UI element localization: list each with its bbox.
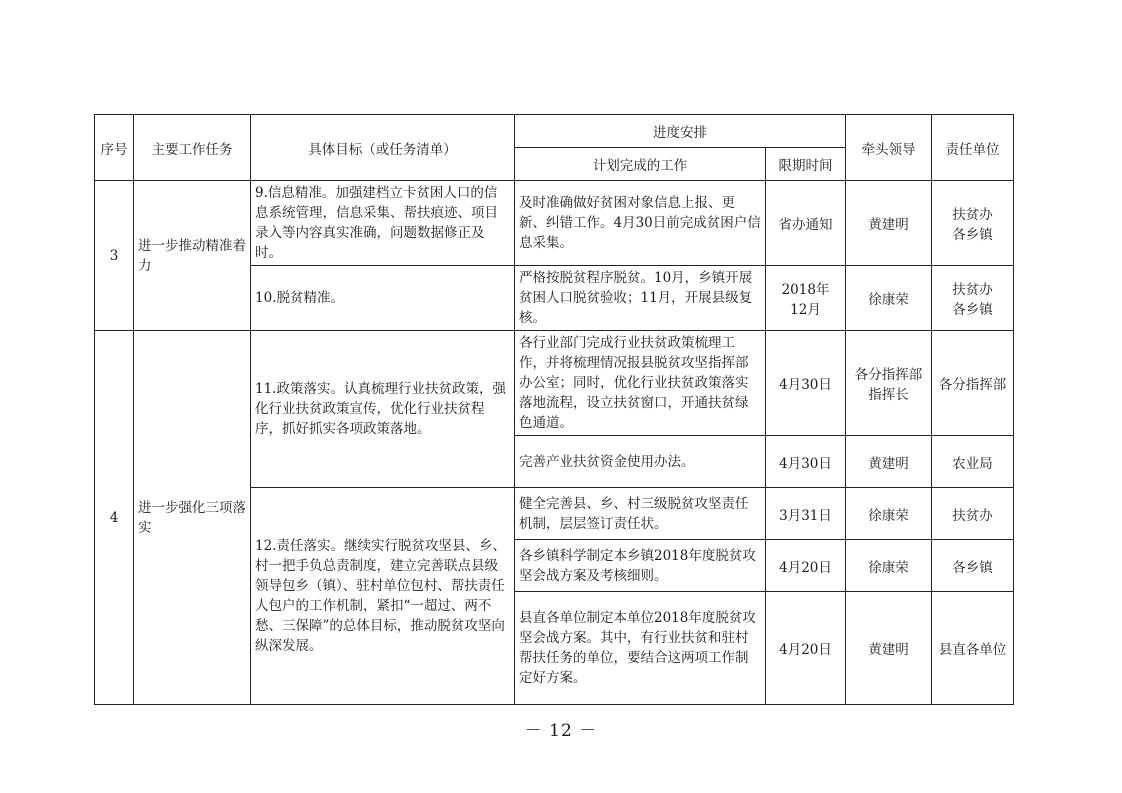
header-seq: 序号 [95, 115, 134, 181]
planned-work-cell: 严格按脱贫程序脱贫。10月，乡镇开展贫困人口脱贫验收；11月，开展县级复核。 [515, 266, 766, 331]
unit-cell-line: 扶贫办 [952, 507, 993, 524]
leader-cell-line: 指挥长 [868, 387, 909, 403]
unit-cell-line: 各乡镇 [952, 559, 993, 576]
leader-cell [846, 592, 932, 705]
table-header [95, 115, 1014, 181]
deadline-cell-line: 4月30日 [779, 455, 832, 472]
target-cell: 11.政策落实。认真梳理行业扶贫政策，强化行业扶贫政策宣传，优化行业扶贫程序，抓好抓实各项政策落地。 [251, 331, 515, 488]
leader-cell-line: 黄建明 [868, 642, 909, 658]
deadline-cell [766, 436, 846, 488]
unit-cell [932, 592, 1014, 705]
leader-cell [846, 436, 932, 488]
deadline-cell-line: 12月 [790, 302, 821, 318]
deadline-cell-line: 3月31日 [779, 507, 832, 524]
deadline-cell [766, 181, 846, 266]
header-unit: 责任单位 [932, 115, 1014, 181]
work-plan-table [94, 114, 1014, 705]
planned-work-cell: 各乡镇科学制定本乡镇2018年度脱贫攻坚会战方案及考核细则。 [515, 540, 766, 592]
deadline-cell-line: 2018年 [781, 282, 830, 298]
deadline-cell [766, 331, 846, 436]
planned-work-cell: 各行业部门完成行业扶贫政策梳理工作，并将梳理情况报县脱贫攻坚指挥部办公室；同时，优化行业扶贫政策落实落地流程，设立扶贫窗口，开通扶贫绿色通道。 [515, 331, 766, 436]
unit-cell [932, 488, 1014, 540]
table-row [95, 331, 1014, 436]
table-row [95, 181, 1014, 266]
leader-cell-line: 徐康荣 [868, 292, 909, 308]
leader-cell-line: 黄建明 [868, 217, 909, 233]
seq-cell: 4 [95, 331, 134, 705]
header-target: 具体目标（或任务清单） [251, 115, 515, 181]
target-cell: 12.责任落实。继续实行脱贫攻坚县、乡、村一把手负总责制度，建立完善联点县级领导包乡（镇）、驻村单位包村、帮扶责任人包户的工作机制，紧扣“一超过、两不愁、三保障”的总体目标，推动脱贫攻坚向纵深发展。 [251, 488, 515, 705]
leader-cell [846, 331, 932, 436]
planned-work-cell: 及时准确做好贫困对象信息上报、更新、纠错工作。4月30日前完成贫困户信息采集。 [515, 181, 766, 266]
seq-cell: 3 [95, 181, 134, 331]
main-task-cell: 进一步强化三项落实 [134, 331, 251, 705]
header-deadline: 限期时间 [766, 148, 846, 181]
deadline-cell-line: 4月20日 [779, 642, 832, 658]
deadline-cell [766, 592, 846, 705]
deadline-cell-line: 省办通知 [778, 217, 833, 233]
leader-cell [846, 488, 932, 540]
leader-cell-line: 各分指挥部 [854, 367, 923, 383]
planned-work-cell: 县直各单位制定本单位2018年度脱贫攻坚会战方案。其中，有行业扶贫和驻村帮扶任务的单位，要结合这两项工作制定好方案。 [515, 592, 766, 705]
unit-cell-line: 各分指挥部 [938, 377, 1007, 393]
unit-cell-line: 各乡镇 [952, 227, 993, 243]
unit-cell-line: 扶贫办 [952, 207, 993, 223]
unit-cell [932, 540, 1014, 592]
unit-cell-line: 扶贫办 [952, 282, 993, 298]
deadline-cell [766, 540, 846, 592]
page-number: － 12 － [524, 721, 598, 741]
header-main-task: 主要工作任务 [134, 115, 251, 181]
leader-cell-line: 徐康荣 [868, 507, 909, 524]
leader-cell-line: 徐康荣 [868, 559, 909, 576]
header-planned-work: 计划完成的工作 [515, 148, 766, 181]
deadline-cell-line: 4月20日 [779, 559, 832, 576]
unit-cell-line: 县直各单位 [938, 642, 1007, 658]
unit-cell [932, 266, 1014, 331]
unit-cell [932, 181, 1014, 266]
unit-cell [932, 331, 1014, 436]
planned-work-cell: 完善产业扶贫资金使用办法。 [515, 436, 766, 488]
deadline-cell-line: 4月30日 [779, 377, 832, 393]
leader-cell [846, 540, 932, 592]
header-schedule: 进度安排 [515, 115, 846, 148]
deadline-cell [766, 266, 846, 331]
target-cell: 9.信息精准。加强建档立卡贫困人口的信息系统管理，信息采集、帮扶痕迹、项目录入等内容真实准确，问题数据修正及时。 [251, 181, 515, 266]
main-task-cell: 进一步推动精准着力 [134, 181, 251, 331]
target-cell: 10.脱贫精准。 [251, 266, 515, 331]
unit-cell-line: 农业局 [952, 455, 993, 472]
planned-work-cell: 健全完善县、乡、村三级脱贫攻坚责任机制，层层签订责任状。 [515, 488, 766, 540]
table-body [95, 181, 1014, 705]
header-leader: 牵头领导 [846, 115, 932, 181]
unit-cell-line: 各乡镇 [952, 302, 993, 318]
leader-cell-line: 黄建明 [868, 455, 909, 472]
leader-cell [846, 181, 932, 266]
leader-cell [846, 266, 932, 331]
deadline-cell [766, 488, 846, 540]
unit-cell [932, 436, 1014, 488]
